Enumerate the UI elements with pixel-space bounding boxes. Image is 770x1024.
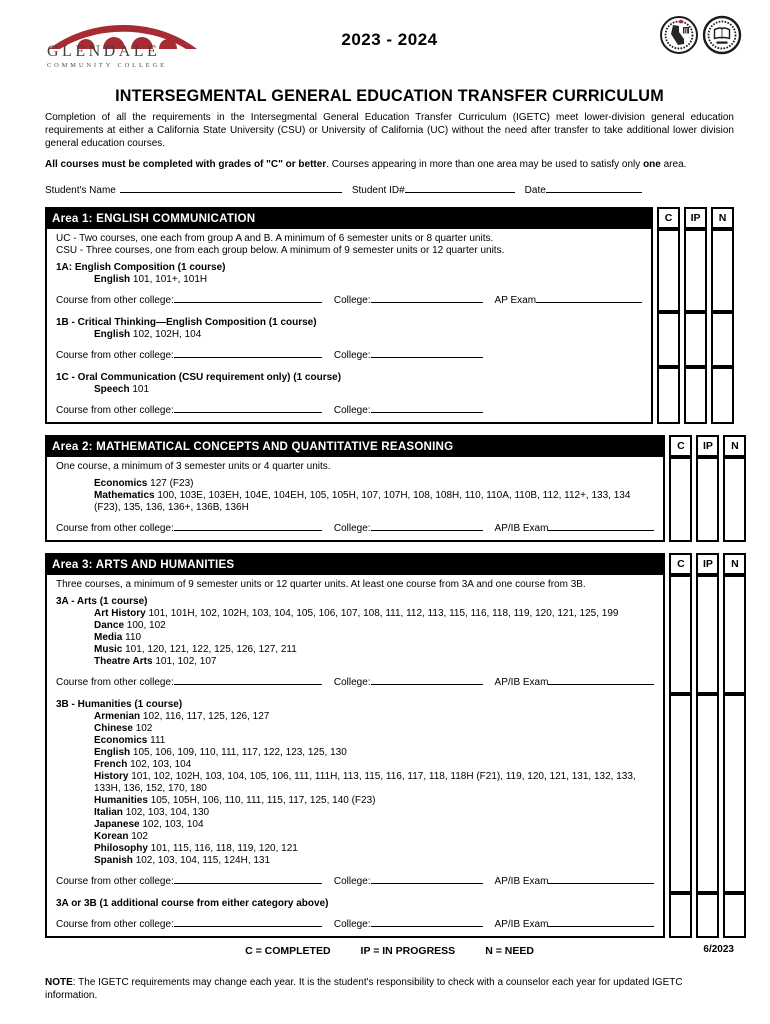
course-numbers: 101: [132, 384, 150, 396]
course-numbers: 102: [131, 831, 148, 843]
date-label: Date: [524, 185, 546, 197]
college-field[interactable]: [371, 521, 483, 531]
other-college-course-field[interactable]: [174, 403, 322, 413]
subject-name: Economics: [94, 478, 148, 490]
subject-name: Italian: [94, 807, 123, 819]
subject-name: French: [94, 759, 128, 771]
course-list-item: [94, 274, 642, 286]
legend-completed: C = COMPLETED: [245, 945, 331, 958]
course-list-item: [94, 478, 654, 490]
course-numbers: 101, 115, 116, 118, 119, 120, 121: [150, 843, 298, 855]
course-numbers: 101, 102, 107: [155, 656, 217, 668]
area3-row1-completed-box[interactable]: [669, 575, 692, 694]
other-college-row: [56, 293, 642, 307]
section-3a-heading: 3A - Arts (1 course): [56, 596, 148, 608]
subject-name: Art History: [94, 608, 146, 620]
college-field[interactable]: [371, 403, 483, 413]
section-3a: [45, 575, 665, 694]
course-from-label: Course from other college:: [56, 295, 174, 307]
section-1a-heading: 1A: English Composition (1 course): [56, 262, 226, 274]
logo-wordmark: GLENDALE: [47, 43, 161, 60]
section-1b-heading: 1B - Critical Thinking—English Composition (1 course): [56, 317, 317, 329]
course-numbers: 105, 106, 109, 110, 111, 117, 122, 123, 125, 130: [132, 747, 347, 759]
col-need-header: N: [711, 207, 734, 229]
subject-name: Spanish: [94, 855, 133, 867]
other-college-course-field[interactable]: [174, 348, 322, 358]
area-3-intro: Three courses, a minimum of 9 semester units or 12 quarter units. At least one course from 3A and one course from 3B.: [56, 579, 586, 591]
grade-note-end: area.: [660, 159, 687, 171]
intro-paragraph: Completion of all the requirements in the Intersegmental General Education Transfer Curriculum (IGETC) meet lower-division general education requirements at either a California State University (CSU) or University of California (UC) without the need after transfer to take additional lower division general education courses.: [45, 112, 734, 149]
college-field[interactable]: [371, 675, 483, 685]
section-3b-heading: 3B - Humanities (1 course): [56, 699, 183, 711]
area-1-table: [45, 207, 734, 424]
course-numbers: 102, 103, 104, 115, 124H, 131: [135, 855, 271, 867]
area3-row3-completed-box[interactable]: [669, 893, 692, 938]
other-college-row: [56, 348, 642, 362]
subject-name: English: [94, 274, 131, 286]
course-list-item: [94, 711, 654, 723]
area1-row3-need-box[interactable]: [711, 367, 734, 424]
course-numbers: 127 (F23): [150, 478, 194, 490]
area1-row3-inprogress-box[interactable]: [684, 367, 707, 424]
page-title: INTERSEGMENTAL GENERAL EDUCATION TRANSFER CURRICULUM: [115, 87, 664, 105]
apib-exam-label: AP/IB Exam: [494, 919, 549, 931]
college-label: College:: [333, 350, 371, 362]
area-1-intro-uc: UC - Two courses, one each from group A and B. A minimum of 6 semester units or 8 quarter units.: [56, 233, 494, 245]
college-field[interactable]: [371, 348, 483, 358]
college-field[interactable]: [371, 293, 483, 303]
course-numbers: 100, 103E, 103EH, 104E, 104EH, 105, 105H, 107, 107H, 108, 108H, 110, 110A, 110B, 112, 112+, 133, 134 (F23), 135, 136, 136+, 136B, 136H: [94, 490, 631, 514]
course-list-item: [94, 644, 654, 656]
college-label: College:: [333, 876, 371, 888]
area2-row1-inprogress-box[interactable]: [696, 457, 719, 542]
area1-row3-completed-box[interactable]: [657, 367, 680, 424]
area-3-header: Area 3: ARTS AND HUMANITIES: [45, 553, 665, 575]
subject-name: Korean: [94, 831, 129, 843]
college-label: College:: [333, 523, 371, 535]
csu-seal-icon: [659, 14, 699, 56]
apib-exam-label: AP/IB Exam: [494, 876, 549, 888]
ap-exam-field[interactable]: [536, 293, 642, 303]
area3-row2-inprogress-box[interactable]: [696, 694, 719, 893]
other-college-course-field[interactable]: [174, 521, 322, 531]
col-completed-header: C: [669, 435, 692, 457]
apib-exam-field[interactable]: [548, 521, 654, 531]
course-numbers: 101, 101+, 101H: [132, 274, 208, 286]
student-id-label: Student ID#: [351, 185, 405, 197]
course-from-label: Course from other college:: [56, 523, 174, 535]
area3-row2-need-box[interactable]: [723, 694, 746, 893]
course-list-item: [94, 384, 642, 396]
form-version-date: 6/2023: [703, 944, 734, 956]
course-from-label: Course from other college:: [56, 876, 174, 888]
subject-name: Humanities: [94, 795, 148, 807]
course-from-label: Course from other college:: [56, 405, 174, 417]
area-3-table: [45, 553, 739, 938]
area1-row1-need-box[interactable]: [711, 229, 734, 312]
apib-exam-field[interactable]: [548, 675, 654, 685]
subject-name: Mathematics: [94, 490, 155, 502]
other-college-row: [56, 521, 654, 535]
course-list-item: [94, 329, 642, 341]
area-2-table: [45, 435, 739, 542]
course-list-item: [94, 490, 654, 514]
course-numbers: 102, 103, 104: [130, 759, 192, 771]
area-1-intro-csu: CSU - Three courses, one from each group below. A minimum of 9 semester units or 12 quarter units.: [56, 245, 505, 257]
course-list-item: [94, 759, 654, 771]
subject-name: Dance: [94, 620, 125, 632]
col-inprogress-header: IP: [696, 553, 719, 575]
course-numbers: 102, 116, 117, 125, 126, 127: [142, 711, 270, 723]
course-list-item: [94, 656, 654, 668]
section-3ab-heading: 3A or 3B (1 additional course from either category above): [56, 898, 329, 910]
grade-note-mid: . Courses appearing in more than one area may be used to satisfy only: [326, 159, 644, 171]
legend-row: [45, 945, 734, 959]
area3-row1-inprogress-box[interactable]: [696, 575, 719, 694]
subject-name: Japanese: [94, 819, 140, 831]
course-list-item: [94, 723, 654, 735]
subject-name: Economics: [94, 735, 148, 747]
ap-exam-label: AP Exam: [494, 295, 537, 307]
grade-note-one: one: [643, 159, 661, 171]
subject-name: Music: [94, 644, 123, 656]
area-1-header: Area 1: ENGLISH COMMUNICATION: [45, 207, 653, 229]
section-3a-or-3b: [45, 893, 665, 938]
student-info-row: [45, 183, 734, 196]
college-field[interactable]: [371, 874, 483, 884]
subject-name: Chinese: [94, 723, 133, 735]
subject-name: Armenian: [94, 711, 141, 723]
course-numbers: 100, 102: [126, 620, 166, 632]
course-numbers: 111: [150, 735, 166, 747]
other-college-course-field[interactable]: [174, 917, 322, 927]
academic-year: 2023 - 2024: [341, 30, 438, 49]
other-college-row: [56, 917, 654, 931]
course-from-label: Course from other college:: [56, 919, 174, 931]
document-header: [45, 14, 734, 80]
course-list-item: [94, 632, 654, 644]
section-3b: [45, 694, 665, 893]
course-numbers: 102, 103, 104, 130: [125, 807, 210, 819]
course-list-item: [94, 819, 654, 831]
course-numbers: 101, 120, 121, 122, 125, 126, 127, 211: [125, 644, 297, 656]
college-field[interactable]: [371, 917, 483, 927]
course-list-item: [94, 608, 654, 620]
course-from-label: Course from other college:: [56, 677, 174, 689]
area1-row1-completed-box[interactable]: [657, 229, 680, 312]
course-numbers: 101, 102, 102H, 103, 104, 105, 106, 111, 111H, 113, 115, 116, 117, 118, 118H (F21), 119, 120, 121, 131, 132, 133, 133H, 136, 152, 170, 180: [94, 771, 636, 795]
section-1a: [45, 229, 653, 312]
student-name-label: Student's Name: [45, 185, 116, 197]
university-seals: [659, 14, 742, 56]
other-college-course-field[interactable]: [174, 874, 322, 884]
other-college-row: [56, 874, 654, 888]
apib-exam-label: AP/IB Exam: [494, 523, 549, 535]
course-list-item: [94, 620, 654, 632]
other-college-course-field[interactable]: [174, 293, 322, 303]
other-college-course-field[interactable]: [174, 675, 322, 685]
course-numbers: 102, 102H, 104: [132, 329, 202, 341]
subject-name: History: [94, 771, 129, 783]
subject-name: Theatre Arts: [94, 656, 153, 668]
course-list-item: [94, 807, 654, 819]
subject-name: Speech: [94, 384, 130, 396]
note-text: : The IGETC requirements may change each year. It is the student's responsibility to check with a counselor each year for updated IGETC information.: [45, 977, 683, 1001]
uc-seal-icon: [702, 14, 742, 56]
course-from-label: Course from other college:: [56, 350, 174, 362]
grade-note-bold: All courses must be completed with grades of "C" or better: [45, 159, 327, 171]
course-list-item: [94, 735, 654, 747]
col-completed-header: C: [657, 207, 680, 229]
college-label: College:: [333, 677, 371, 689]
grade-requirement-note: [45, 159, 734, 170]
area2-row1-completed-box[interactable]: [669, 457, 692, 542]
area3-row1-need-box[interactable]: [723, 575, 746, 694]
col-need-header: N: [723, 553, 746, 575]
college-label: College:: [333, 295, 371, 307]
section-1b: [45, 312, 653, 367]
col-inprogress-header: IP: [684, 207, 707, 229]
course-list-item: [94, 771, 654, 795]
course-list-item: [94, 855, 654, 867]
course-list-item: [94, 747, 654, 759]
subject-name: Philosophy: [94, 843, 148, 855]
college-label: College:: [333, 405, 371, 417]
course-numbers: 102, 103, 104: [142, 819, 204, 831]
course-numbers: 105, 105H, 106, 110, 111, 115, 117, 125, 140 (F23): [150, 795, 376, 807]
igetc-note: [45, 977, 734, 1002]
college-label: College:: [333, 919, 371, 931]
section-1c: [45, 367, 653, 424]
apib-exam-field[interactable]: [548, 917, 654, 927]
legend-inprogress: IP = IN PROGRESS: [360, 945, 456, 958]
course-numbers: 101, 101H, 102, 102H, 103, 104, 105, 106, 107, 108, 111, 112, 113, 115, 116, 118, 119, 120, 121, 125, 199: [148, 608, 619, 620]
other-college-row: [56, 675, 654, 689]
area3-row2-completed-box[interactable]: [669, 694, 692, 893]
subject-name: English: [94, 329, 131, 341]
other-college-row: [56, 403, 642, 417]
col-completed-header: C: [669, 553, 692, 575]
date-field[interactable]: [546, 183, 642, 193]
area1-row2-inprogress-box[interactable]: [684, 312, 707, 367]
logo-subtitle: COMMUNITY COLLEGE: [47, 62, 167, 69]
course-numbers: 110: [125, 632, 142, 644]
apib-exam-field[interactable]: [548, 874, 654, 884]
note-bold: NOTE: [45, 977, 73, 989]
subject-name: Media: [94, 632, 123, 644]
area-2-header: Area 2: MATHEMATICAL CONCEPTS AND QUANTITATIVE REASONING: [45, 435, 665, 457]
student-id-field[interactable]: [405, 183, 515, 193]
course-list-item: [94, 795, 654, 807]
course-list-item: [94, 831, 654, 843]
area3-row3-need-box[interactable]: [723, 893, 746, 938]
course-list-item: [94, 843, 654, 855]
legend: [45, 945, 734, 957]
student-name-field[interactable]: [120, 183, 342, 193]
area1-row2-completed-box[interactable]: [657, 312, 680, 367]
legend-need: N = NEED: [485, 945, 534, 958]
subject-name: English: [94, 747, 131, 759]
area-2-intro: One course, a minimum of 3 semester units or 4 quarter units.: [56, 461, 331, 473]
area-2-body: [45, 457, 665, 542]
area1-row2-need-box[interactable]: [711, 312, 734, 367]
course-numbers: 102: [135, 723, 153, 735]
col-need-header: N: [723, 435, 746, 457]
area3-row3-inprogress-box[interactable]: [696, 893, 719, 938]
apib-exam-label: AP/IB Exam: [494, 677, 549, 689]
section-1c-heading: 1C - Oral Communication (CSU requirement only) (1 course): [56, 372, 342, 384]
area2-row1-need-box[interactable]: [723, 457, 746, 542]
col-inprogress-header: IP: [696, 435, 719, 457]
area1-row1-inprogress-box[interactable]: [684, 229, 707, 312]
